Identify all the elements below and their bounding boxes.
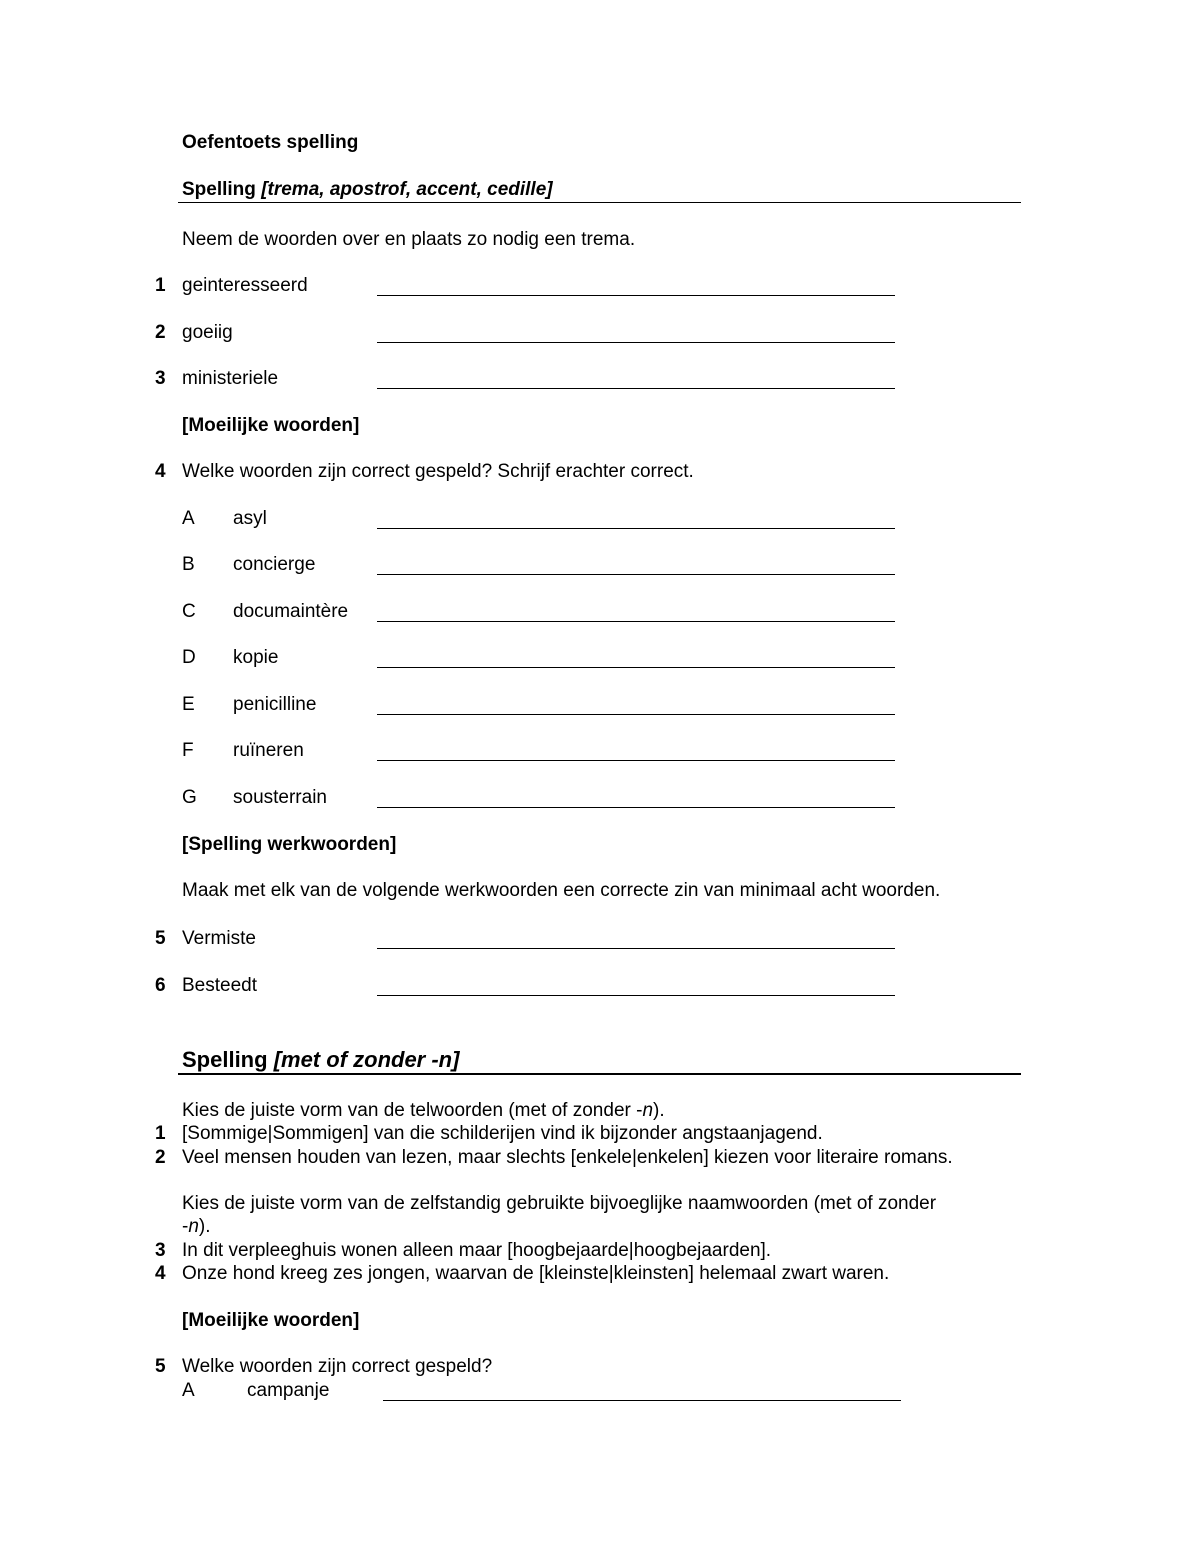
section2-instruction1-b: ).: [653, 1100, 665, 1121]
q4-option-c-word: documaintère: [233, 601, 349, 622]
q4-option-e-word: penicilline: [233, 694, 317, 715]
item-1-word: geinteresseerd: [182, 275, 308, 296]
section2-heading-rule: [178, 1073, 1021, 1075]
verb-6-number: 6: [155, 975, 166, 996]
item-3-word: ministeriele: [182, 368, 279, 389]
section2-instruction1: [182, 1100, 665, 1122]
q4-option-a-answer-line[interactable]: [377, 528, 895, 529]
item-2-number: 2: [155, 322, 166, 343]
s2-q1-number: 1: [155, 1123, 166, 1144]
q4-option-b-answer-line[interactable]: [377, 574, 895, 575]
item-2-answer-line[interactable]: [377, 342, 895, 343]
section2-instruction2-dash: -: [182, 1216, 189, 1237]
q4-option-e-letter: E: [182, 694, 195, 715]
q4-option-c-answer-line[interactable]: [377, 621, 895, 622]
s2-q3-number: 3: [155, 1240, 166, 1261]
s2-q4-number: 4: [155, 1263, 166, 1284]
q4-text: Welke woorden zijn correct gespeld? Schrijf erachter correct.: [182, 461, 694, 482]
s2-q5-option-a-letter: A: [182, 1380, 195, 1401]
item-2-word: goeiig: [182, 322, 233, 343]
section2-instruction1-n: n: [642, 1100, 654, 1121]
verb-5-word: Vermiste: [182, 928, 256, 949]
q4-option-b-letter: B: [182, 554, 195, 575]
q4-option-f-letter: F: [182, 740, 194, 761]
q4-option-d-letter: D: [182, 647, 196, 668]
s2-q5-option-a-answer-line[interactable]: [383, 1400, 901, 1401]
item-1-number: 1: [155, 275, 166, 296]
s2-q1-text: [Sommige|Sommigen] van die schilderijen vind ik bijzonder angstaanjagend.: [182, 1123, 823, 1144]
section1-instruction: Neem de woorden over en plaats zo nodig een trema.: [182, 229, 636, 250]
section2-instruction2-line2: [182, 1216, 211, 1238]
q4-option-f-answer-line[interactable]: [377, 760, 895, 761]
verb-5-number: 5: [155, 928, 166, 949]
q4-option-g-letter: G: [182, 787, 197, 808]
verb-5-answer-line[interactable]: [377, 948, 895, 949]
s2-q2-text: Veel mensen houden van lezen, maar slechts [enkele|enkelen] kiezen voor literaire romans.: [182, 1147, 953, 1168]
section2-instruction2-end: ).: [198, 1216, 211, 1237]
section1-heading-italic: [trema, apostrof, accent, cedille]: [261, 179, 553, 200]
q4-option-e-answer-line[interactable]: [377, 714, 895, 715]
q4-option-d-word: kopie: [233, 647, 279, 668]
subheading-hard-words: [Moeilijke woorden]: [182, 415, 360, 436]
item-3-number: 3: [155, 368, 166, 389]
s2-q4-text: Onze hond kreeg zes jongen, waarvan de [kleinste|kleinsten] helemaal zwart waren.: [182, 1263, 890, 1284]
section2-instruction2-line1: Kies de juiste vorm van de zelfstandig gebruikte bijvoeglijke naamwoorden (met of zonder: [182, 1193, 937, 1214]
section1-heading-main: Spelling: [182, 179, 262, 200]
item-1-answer-line[interactable]: [377, 295, 895, 296]
section1-heading: [182, 179, 553, 201]
s2-q5-text: Welke woorden zijn correct gespeld?: [182, 1356, 493, 1377]
verbs-instruction: Maak met elk van de volgende werkwoorden een correcte zin van minimaal acht woorden.: [182, 880, 941, 901]
document-title: Oefentoets spelling: [182, 132, 359, 153]
s2-subheading-hard-words: [Moeilijke woorden]: [182, 1310, 360, 1331]
verb-6-answer-line[interactable]: [377, 995, 895, 996]
section2-heading-italic: [met of zonder -n]: [273, 1047, 460, 1072]
q4-option-g-word: sousterrain: [233, 787, 327, 808]
subheading-verbs: [Spelling werkwoorden]: [182, 834, 397, 855]
q4-option-c-letter: C: [182, 601, 196, 622]
s2-q2-number: 2: [155, 1147, 166, 1168]
s2-q5-number: 5: [155, 1356, 166, 1377]
verb-6-word: Besteedt: [182, 975, 257, 996]
section2-heading-main: Spelling: [182, 1047, 274, 1072]
s2-q3-text: In dit verpleeghuis wonen alleen maar [hoogbejaarde|hoogbejaarden].: [182, 1240, 772, 1261]
section2-heading: [182, 1047, 459, 1073]
item-3-answer-line[interactable]: [377, 388, 895, 389]
q4-option-a-letter: A: [182, 508, 195, 529]
q4-option-b-word: concierge: [233, 554, 316, 575]
section1-heading-rule: [178, 202, 1021, 203]
q4-option-f-word: ruïneren: [233, 740, 304, 761]
q4-number: 4: [155, 461, 166, 482]
section2-instruction1-a: Kies de juiste vorm van de telwoorden (met of zonder -: [182, 1100, 643, 1121]
q4-option-d-answer-line[interactable]: [377, 667, 895, 668]
q4-option-a-word: asyl: [233, 508, 267, 529]
section2-instruction2-n: n: [188, 1216, 199, 1237]
s2-q5-option-a-word: campanje: [247, 1380, 330, 1401]
q4-option-g-answer-line[interactable]: [377, 807, 895, 808]
